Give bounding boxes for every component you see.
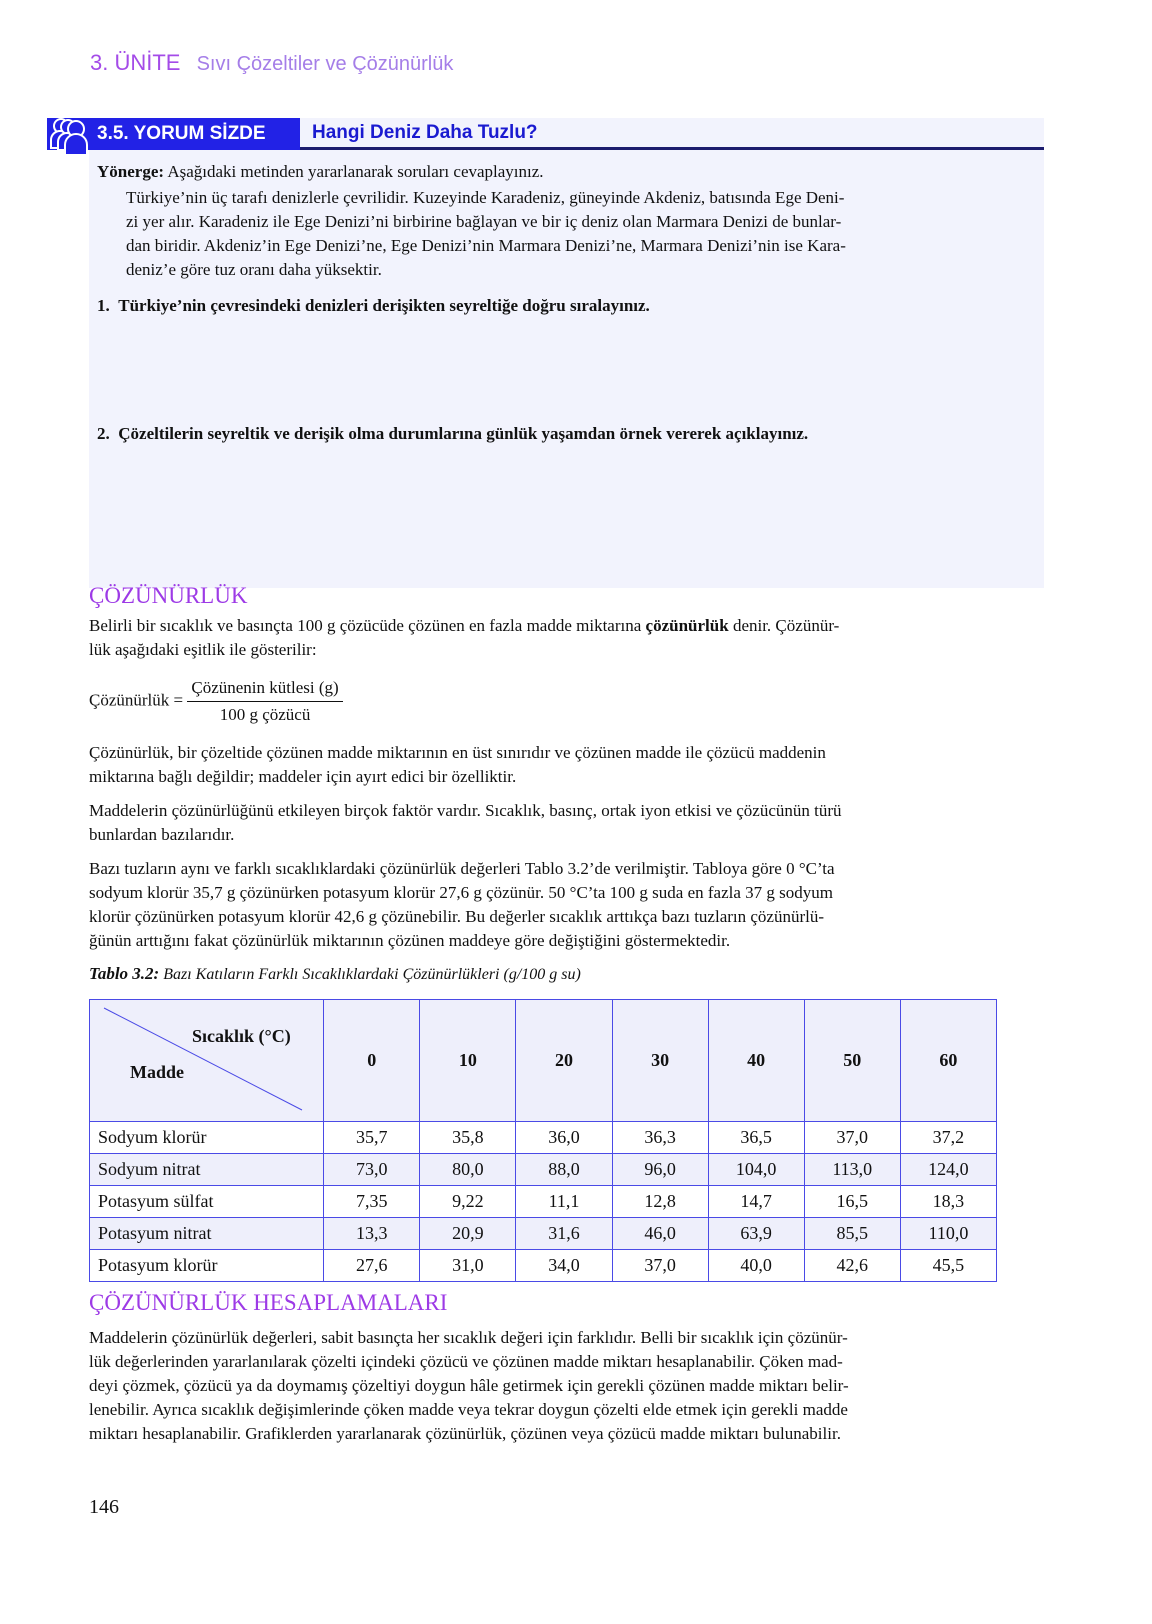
cell: 37,2 — [900, 1122, 996, 1154]
text: bunlardan bazılarıdır. — [89, 825, 235, 844]
activity-badge-label: 3.5. YORUM SİZDE — [97, 123, 266, 144]
question-number: 2. — [97, 424, 110, 443]
cell: 63,9 — [708, 1218, 804, 1250]
text: Belirli bir sıcaklık ve basınçta 100 g çözücüde çözünen en fazla madde miktarına — [89, 616, 646, 635]
directive-label: Yönerge: — [97, 162, 165, 181]
substance-name: Potasyum sülfat — [90, 1186, 324, 1218]
temperature-label: Sıcaklık (°C) — [192, 1026, 291, 1046]
cell: 96,0 — [612, 1154, 708, 1186]
table-row — [90, 1250, 997, 1282]
table-row — [90, 1218, 997, 1250]
text: lenebilir. Ayrıca sıcaklık değişimlerinde çöken madde veya tekrar doygun çözelti elde etmek için gerekli madde — [89, 1400, 848, 1419]
activity-title: Hangi Deniz Daha Tuzlu? — [300, 118, 1044, 150]
text: ğünün arttığını fakat çözünürlük miktarının çözünen maddeye göre değiştiğini göstermektedir. — [89, 931, 731, 950]
question-text: Türkiye’nin çevresindeki denizleri derişikten seyreltiğe doğru sıralayınız. — [118, 296, 650, 315]
cell: 14,7 — [708, 1186, 804, 1218]
caption-label: Tablo 3.2: — [89, 964, 160, 983]
unit-header — [90, 50, 453, 76]
cell: 36,5 — [708, 1122, 804, 1154]
paragraph-line: Türkiye’nin üç tarafı denizlerle çevrilidir. Kuzeyinde Karadeniz, güneyinde Akdeniz, batısında Ege Deni- — [126, 188, 845, 207]
cell: 35,7 — [324, 1122, 420, 1154]
paragraph-2 — [89, 741, 826, 789]
solubility-formula — [89, 676, 343, 727]
text: Maddelerin çözünürlük değerleri, sabit basınçta her sıcaklık değeri için farklıdır. Belli bir sıcaklık için çözünür- — [89, 1328, 848, 1347]
text: lük değerlerinden yararlanılarak çözelti içindeki çözücü ve çözünen madde miktarı hesaplanabilir. Çöken mad- — [89, 1352, 843, 1371]
section-title-solubility: ÇÖZÜNÜRLÜK — [89, 583, 248, 608]
text: miktarına bağlı değildir; maddeler için ayırt edici bir özelliktir. — [89, 767, 517, 786]
substance-name: Potasyum klorür — [90, 1250, 324, 1282]
question-2 — [97, 422, 808, 446]
text: Maddelerin çözünürlüğünü etkileyen birçok faktör vardır. Sıcaklık, basınç, ortak iyon etkisi ve çözücünün türü — [89, 801, 842, 820]
text: deyi çözmek, çözücü ya da doymamış çözeltiyi doygun hâle getirmek için gerekli çözünen madde miktarı belir- — [89, 1376, 849, 1395]
text: klorür çözünürken potasyum klorür 42,6 g çözünebilir. Bu değerler sıcaklık arttıkça bazı tuzların çözünürlü- — [89, 907, 825, 926]
cell: 110,0 — [900, 1218, 996, 1250]
temp-header: 60 — [900, 1000, 996, 1122]
table-header-row — [90, 1000, 997, 1122]
cell: 37,0 — [804, 1122, 900, 1154]
cell: 9,22 — [420, 1186, 516, 1218]
unit-subtitle: Sıvı Çözeltiler ve Çözünürlük — [196, 53, 454, 75]
text: lük aşağıdaki eşitlik ile gösterilir: — [89, 640, 317, 659]
temp-header: 30 — [612, 1000, 708, 1122]
activity-badge — [47, 118, 300, 150]
cell: 20,9 — [420, 1218, 516, 1250]
cell: 40,0 — [708, 1250, 804, 1282]
cell: 73,0 — [324, 1154, 420, 1186]
substance-name: Sodyum klorür — [90, 1122, 324, 1154]
text: Bazı tuzların aynı ve farklı sıcaklıklardaki çözünürlük değerleri Tablo 3.2’de verilmiştir. Tabloya göre 0 °C’ta — [89, 859, 835, 878]
cell: 12,8 — [612, 1186, 708, 1218]
cell: 36,0 — [516, 1122, 612, 1154]
cell: 113,0 — [804, 1154, 900, 1186]
formula-numerator: Çözünenin kütlesi (g) — [187, 676, 342, 702]
question-number: 1. — [97, 296, 110, 315]
temp-header: 0 — [324, 1000, 420, 1122]
cell: 31,6 — [516, 1218, 612, 1250]
caption-text: Bazı Katıların Farklı Sıcaklıklardaki Çözünürlükleri (g/100 g su) — [159, 966, 581, 983]
temp-header: 50 — [804, 1000, 900, 1122]
corner-header-cell — [90, 1000, 324, 1122]
table-row — [90, 1186, 997, 1218]
page-number: 146 — [89, 1496, 119, 1518]
cell: 18,3 — [900, 1186, 996, 1218]
formula-lhs: Çözünürlük = — [89, 690, 184, 710]
cell: 46,0 — [612, 1218, 708, 1250]
calculations-paragraph — [89, 1326, 849, 1446]
substance-name: Sodyum nitrat — [90, 1154, 324, 1186]
cell: 7,35 — [324, 1186, 420, 1218]
paragraph-line: deniz’e göre tuz oranı daha yüksektir. — [126, 260, 382, 279]
cell: 34,0 — [516, 1250, 612, 1282]
activity-header — [47, 118, 1044, 150]
unit-number: 3. ÜNİTE — [90, 50, 181, 75]
cell: 35,8 — [420, 1122, 516, 1154]
paragraph-line: dan biridir. Akdeniz’in Ege Denizi’ne, Ege Denizi’nin Marmara Denizi’ne, Marmara Denizi’nin ise Kara- — [126, 236, 846, 255]
cell: 42,6 — [804, 1250, 900, 1282]
cell: 11,1 — [516, 1186, 612, 1218]
diagonal-line — [90, 1000, 324, 1121]
text: denir. Çözünür- — [728, 616, 840, 635]
table-caption — [89, 964, 581, 984]
cell: 124,0 — [900, 1154, 996, 1186]
cell: 16,5 — [804, 1186, 900, 1218]
text: Çözünürlük, bir çözeltide çözünen madde miktarının en üst sınırıdır ve çözünen madde ile çözücü maddenin — [89, 743, 826, 762]
substance-label: Madde — [130, 1062, 184, 1082]
table-row — [90, 1154, 997, 1186]
paragraph-3 — [89, 799, 842, 847]
cell: 36,3 — [612, 1122, 708, 1154]
directive — [97, 160, 544, 184]
formula-fraction — [187, 676, 342, 727]
question-1 — [97, 294, 650, 318]
cell: 104,0 — [708, 1154, 804, 1186]
solubility-table — [89, 999, 997, 1282]
substance-name: Potasyum nitrat — [90, 1218, 324, 1250]
term: çözünürlük — [645, 616, 729, 635]
cell: 80,0 — [420, 1154, 516, 1186]
cell: 37,0 — [612, 1250, 708, 1282]
temp-header: 10 — [420, 1000, 516, 1122]
formula-denominator: 100 g çözücü — [219, 705, 311, 724]
activity-box — [89, 150, 1044, 588]
activity-paragraph — [126, 186, 846, 282]
text: miktarı hesaplanabilir. Grafiklerden yararlanarak çözünürlük, çözünen veya çözücü madde miktarı bulunabilir. — [89, 1424, 841, 1443]
cell: 45,5 — [900, 1250, 996, 1282]
temp-header: 40 — [708, 1000, 804, 1122]
temp-header: 20 — [516, 1000, 612, 1122]
question-text: Çözeltilerin seyreltik ve derişik olma durumlarına günlük yaşamdan örnek vererek açıklayınız. — [118, 424, 809, 443]
cell: 31,0 — [420, 1250, 516, 1282]
cell: 27,6 — [324, 1250, 420, 1282]
section-title-calculations: ÇÖZÜNÜRLÜK HESAPLAMALARI — [89, 1290, 448, 1315]
solubility-definition — [89, 614, 839, 662]
text: sodyum klorür 35,7 g çözünürken potasyum klorür 27,6 g çözünür. 50 °C’ta 100 g suda en fazla 37 g sodyum — [89, 883, 833, 902]
cell: 13,3 — [324, 1218, 420, 1250]
table-row — [90, 1122, 997, 1154]
directive-text: Aşağıdaki metinden yararlanarak soruları cevaplayınız. — [164, 162, 544, 181]
cell: 85,5 — [804, 1218, 900, 1250]
paragraph-4 — [89, 857, 835, 953]
people-group-icon — [49, 114, 93, 156]
paragraph-line: zi yer alır. Karadeniz ile Ege Denizi’ni birbirine bağlayan ve bir iç deniz olan Marmara Denizi de bunlar- — [126, 212, 842, 231]
cell: 88,0 — [516, 1154, 612, 1186]
